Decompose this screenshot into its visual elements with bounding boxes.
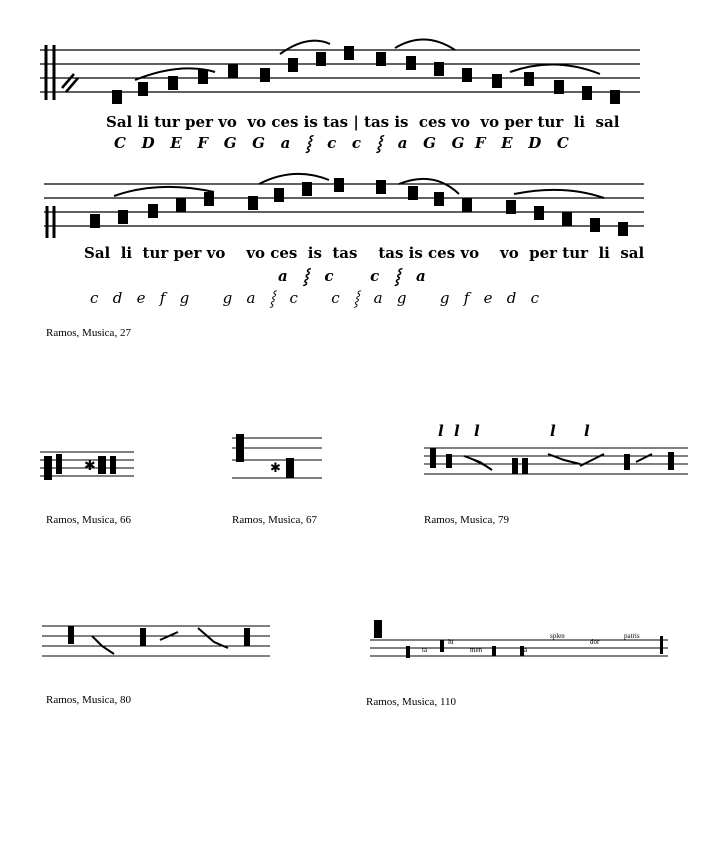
example-110-staff xyxy=(370,618,670,664)
example-79-staff xyxy=(424,444,690,484)
clef-marks xyxy=(47,206,54,238)
pitch-letters-upper: a ⸾ c c ⸾ a xyxy=(278,267,426,285)
caption-79: Ramos, Musica, 79 xyxy=(424,514,509,526)
lyrics-line-1: Sal li tur per vo vo ces is tas | tas is ces vo vo per tur li sal xyxy=(106,113,620,131)
example-67-staff xyxy=(232,430,324,486)
lyrics-line-2: Sal li tur per vo vo ces is tas tas is ces vo vo per tur li sal xyxy=(84,244,645,262)
svg-text:✱: ✱ xyxy=(270,461,281,476)
syllable-ta-2: ta xyxy=(522,646,528,654)
caption-110: Ramos, Musica, 110 xyxy=(366,696,457,708)
syllable-men: men xyxy=(470,646,483,654)
caption-27: Ramos, Musica, 27 xyxy=(46,327,131,339)
example-66-staff xyxy=(40,448,136,488)
neume-notes xyxy=(112,46,620,104)
staff-2 xyxy=(44,176,644,246)
syllable-lu: lu xyxy=(448,638,454,646)
syllable-patris: patris xyxy=(624,632,640,640)
caption-66: Ramos, Musica, 66 xyxy=(46,514,131,526)
syllable-splen: splen xyxy=(550,632,565,640)
pitch-letters-line-1: C D E F G G a ⸾ c c ⸾ a G G F E D C xyxy=(114,134,569,152)
syllable-ta-1: ta xyxy=(422,646,428,654)
mark-l-2: l xyxy=(454,422,460,440)
staff-1 xyxy=(40,40,640,110)
caption-80: Ramos, Musica, 80 xyxy=(46,694,131,706)
example-80-staff xyxy=(42,618,272,664)
mark-l-1: l xyxy=(438,422,444,440)
caption-67: Ramos, Musica, 67 xyxy=(232,514,317,526)
mark-l-5: l xyxy=(584,422,590,440)
syllable-dor: dor xyxy=(590,638,600,646)
mark-l-4: l xyxy=(550,422,556,440)
mark-l-3: l xyxy=(474,422,480,440)
svg-text:✱: ✱ xyxy=(84,458,96,474)
pitch-letters-lower: c d e f g g a ⸾ c c ⸾ a g g f e d c xyxy=(90,289,540,307)
